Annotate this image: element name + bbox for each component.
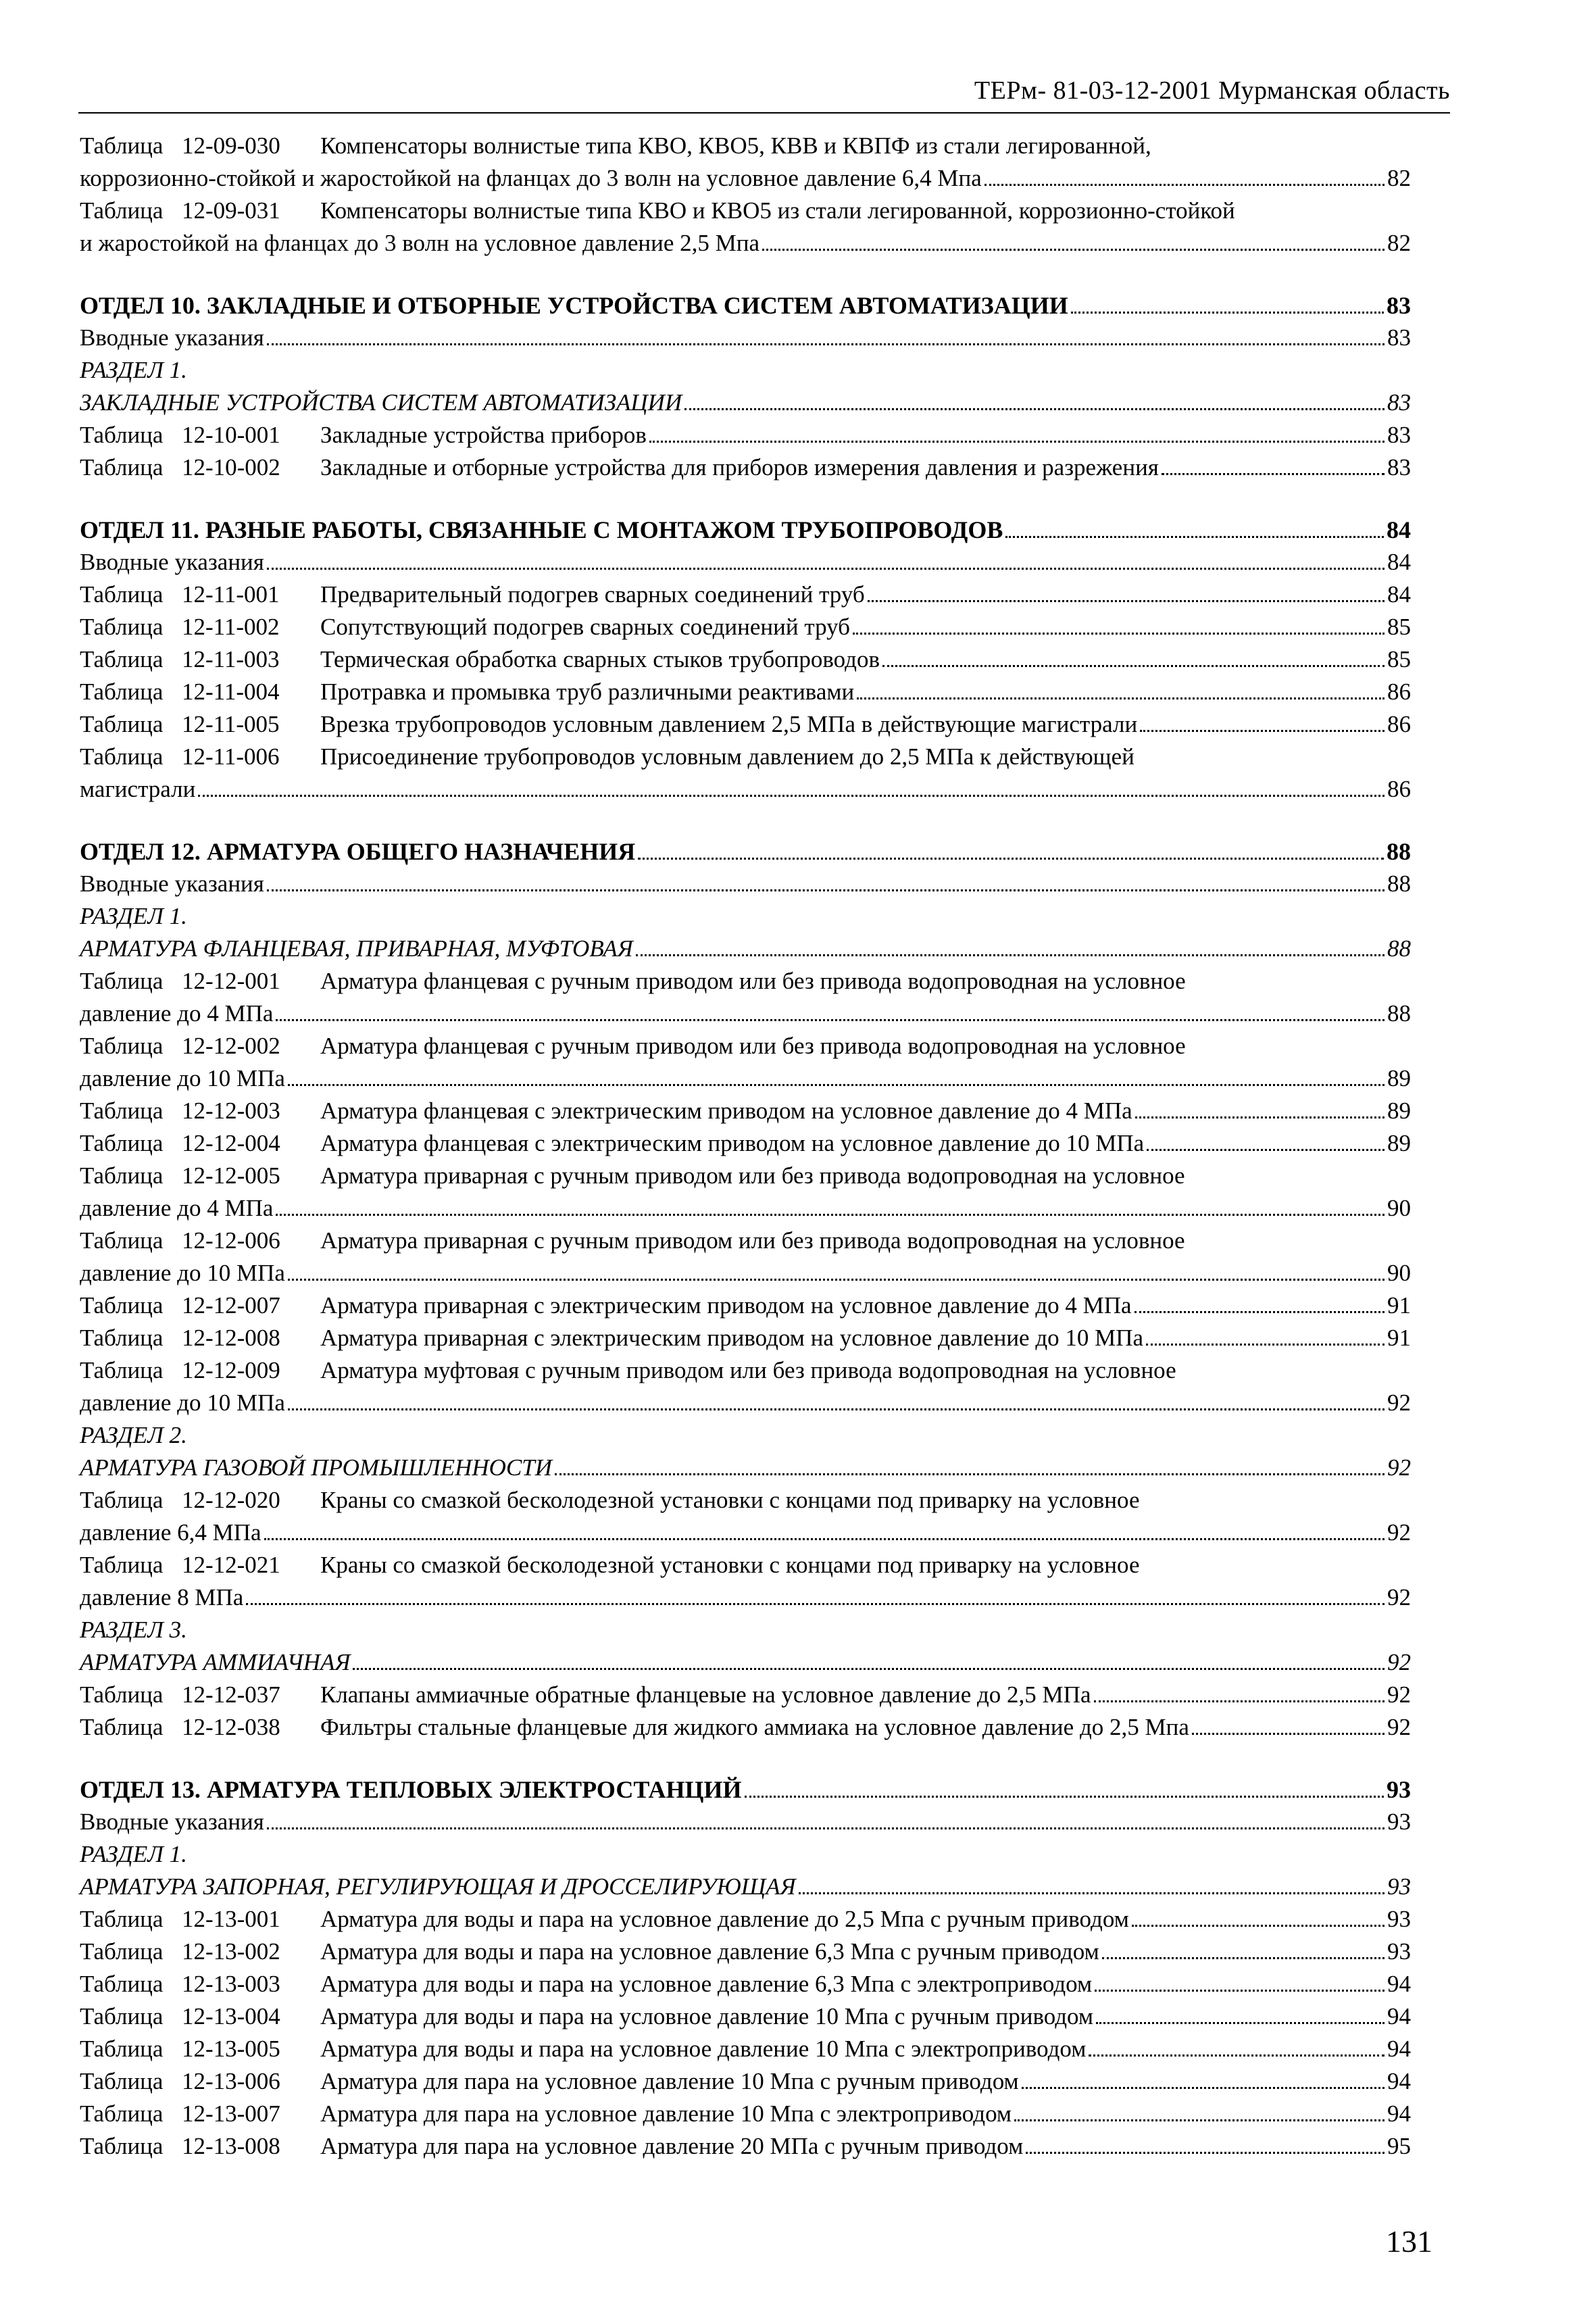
dot-leader <box>857 697 1385 699</box>
entry-text: Арматура фланцевая с электрическим приводом на условное давление до 4 МПа <box>320 1098 1132 1124</box>
dot-leader <box>267 568 1385 570</box>
entry-text: Арматура для воды и пара на условное давление 6,3 Мпа с электроприводом <box>320 1971 1093 1997</box>
table-label: Таблица <box>80 197 164 224</box>
toc-entry-12-13-006 <box>80 2065 1411 2098</box>
dot-leader <box>288 1084 1385 1086</box>
page-ref: 92 <box>1387 1454 1411 1481</box>
page-ref: 89 <box>1387 1130 1411 1156</box>
entry-text: Вводные указания <box>80 870 264 897</box>
toc-entry-intro-12 <box>80 868 1411 900</box>
table-code: 12-10-002 <box>182 454 280 481</box>
entry-text-cont: магистрали <box>80 776 196 802</box>
toc-entry-12-12-002-line2 <box>80 1062 1411 1095</box>
table-label: Таблица <box>80 2100 164 2127</box>
table-code: 12-11-006 <box>182 743 280 770</box>
table-label: Таблица <box>80 1325 164 1351</box>
table-label: Таблица <box>80 614 164 640</box>
entry-text: АРМАТУРА ЗАПОРНАЯ, РЕГУЛИРУЮЩАЯ И ДРОССЕЛИРУЮЩАЯ <box>80 1873 796 1900</box>
entry-text: Врезка трубопроводов условным давлением 2,5 МПа в действующие магистрали <box>320 711 1138 737</box>
subsection-title <box>80 1646 1411 1679</box>
toc-entry-12-12-020-line2 <box>80 1517 1411 1549</box>
subsection-title <box>80 387 1411 419</box>
entry-text: Арматура для воды и пара на условное давление до 2,5 Мпа с ручным приводом <box>320 1906 1129 1932</box>
page-ref: 93 <box>1387 1906 1411 1932</box>
dot-leader <box>1135 1116 1385 1118</box>
page-ref: 92 <box>1387 1519 1411 1546</box>
toc-entry-intro-11 <box>80 546 1411 578</box>
dot-leader <box>853 633 1385 635</box>
toc-entry-12-12-002-line1 <box>80 1030 1411 1062</box>
entry-text: Арматура фланцевая с электрическим приводом на условное давление до 10 МПа <box>320 1130 1145 1156</box>
page-ref: 93 <box>1387 1776 1411 1803</box>
entry-text-cont: коррозионно-стойкой и жаростойкой на фланцах до 3 волн на условное давление 6,4 Мпа <box>80 165 982 191</box>
page-header: ТЕРм- 81-03-12-2001 Мурманская область <box>974 76 1450 105</box>
section-heading-13 <box>80 1773 1411 1806</box>
toc-entry-12-13-004 <box>80 2000 1411 2033</box>
entry-text-cont: давление до 10 МПа <box>80 1389 285 1416</box>
table-code: 12-13-007 <box>182 2100 280 2127</box>
page-number: 131 <box>1386 2224 1432 2259</box>
table-code: 12-11-002 <box>182 614 280 640</box>
entry-text: Вводные указания <box>80 549 264 575</box>
table-code: 12-11-001 <box>182 581 280 608</box>
table-code: 12-12-020 <box>182 1487 280 1513</box>
dot-leader <box>1147 1149 1385 1151</box>
entry-text: Арматура приварная с ручным приводом или без привода водопроводная на условное <box>320 1227 1185 1254</box>
dot-leader <box>1096 2022 1385 2024</box>
dot-leader <box>1095 1990 1385 1992</box>
table-code: 12-12-008 <box>182 1325 280 1351</box>
toc-entry-12-13-008 <box>80 2130 1411 2163</box>
page-ref: 84 <box>1387 549 1411 575</box>
table-code: 12-13-005 <box>182 2036 280 2062</box>
page-ref: 94 <box>1387 2003 1411 2029</box>
section-heading-12 <box>80 835 1411 868</box>
section-heading-10 <box>80 289 1411 322</box>
entry-text: Арматура муфтовая с ручным приводом или без привода водопроводная на условное <box>320 1357 1176 1383</box>
page-ref: 83 <box>1387 292 1411 319</box>
entry-text-cont: давление до 4 МПа <box>80 1195 274 1221</box>
section-title: ОТДЕЛ 11. РАЗНЫЕ РАБОТЫ, СВЯЗАННЫЕ С МОНТАЖОМ ТРУБОПРОВОДОВ <box>80 516 1003 543</box>
entry-text: Арматура для воды и пара на условное давление 6,3 Мпа с ручным приводом <box>320 1938 1099 1965</box>
page-ref: 94 <box>1387 2036 1411 2062</box>
page-ref: 88 <box>1387 870 1411 897</box>
toc-entry-12-13-003 <box>80 1968 1411 2000</box>
toc-entry-12-12-037 <box>80 1679 1411 1711</box>
section-heading-11 <box>80 514 1411 546</box>
table-label: Таблица <box>80 1033 164 1059</box>
toc-entry-12-12-005-line1 <box>80 1160 1411 1192</box>
toc-entry-12-12-009-line1 <box>80 1354 1411 1387</box>
toc-entry-12-13-007 <box>80 2098 1411 2130</box>
table-label: Таблица <box>80 968 164 994</box>
entry-text: Клапаны аммиачные обратные фланцевые на условное давление до 2,5 МПа <box>320 1681 1091 1708</box>
entry-text-cont: и жаростойкой на фланцах до 3 волн на условное давление 2,5 Мпа <box>80 230 760 256</box>
toc-entry-intro-10 <box>80 322 1411 354</box>
page-ref: 83 <box>1387 454 1411 481</box>
dot-leader <box>353 1668 1385 1670</box>
page-ref: 83 <box>1387 324 1411 351</box>
table-code: 12-11-003 <box>182 646 280 672</box>
page-ref: 85 <box>1387 614 1411 640</box>
toc-entry-12-12-020-line1 <box>80 1484 1411 1517</box>
page-ref: 94 <box>1387 2100 1411 2127</box>
page-ref: 88 <box>1387 935 1411 962</box>
subsection-label: РАЗДЕЛ 1. <box>80 357 187 383</box>
dot-leader <box>288 1279 1385 1281</box>
dot-leader <box>246 1603 1385 1605</box>
table-label: Таблица <box>80 743 164 770</box>
page-ref: 86 <box>1387 776 1411 802</box>
table-label: Таблица <box>80 454 164 481</box>
table-code: 12-13-008 <box>182 2133 280 2159</box>
subsection-title <box>80 1871 1411 1903</box>
dot-leader <box>1071 312 1384 314</box>
table-label: Таблица <box>80 2003 164 2029</box>
entry-text: Арматура приварная с электрическим приводом на условное давление до 10 МПа <box>320 1325 1144 1351</box>
entry-text: Закладные устройства приборов <box>320 422 647 448</box>
page-ref: 84 <box>1387 581 1411 608</box>
toc-entry-12-11-001 <box>80 578 1411 611</box>
entry-text: Арматура для пара на условное давление 20 МПа с ручным приводом <box>320 2133 1024 2159</box>
toc-entry-12-10-001 <box>80 419 1411 451</box>
table-label: Таблица <box>80 1130 164 1156</box>
entry-text: Компенсаторы волнистые типа КВО и КВО5 из стали легированной, коррозионно-стойкой <box>320 197 1235 224</box>
page-ref: 85 <box>1387 646 1411 672</box>
dot-leader <box>745 1796 1384 1798</box>
dot-leader <box>1192 1733 1385 1735</box>
page-ref: 92 <box>1387 1389 1411 1416</box>
table-label: Таблица <box>80 2068 164 2094</box>
table-label: Таблица <box>80 1098 164 1124</box>
entry-text: Термическая обработка сварных стыков трубопроводов <box>320 646 880 672</box>
dot-leader <box>684 408 1385 410</box>
toc-entry-12-11-003 <box>80 643 1411 676</box>
toc-entry-12-12-009-line2 <box>80 1387 1411 1419</box>
entry-text: ЗАКЛАДНЫЕ УСТРОЙСТВА СИСТЕМ АВТОМАТИЗАЦИИ <box>80 389 682 416</box>
table-code: 12-10-001 <box>182 422 280 448</box>
table-code: 12-12-003 <box>182 1098 280 1124</box>
toc-entry-12-12-021-line2 <box>80 1581 1411 1614</box>
toc-entry-12-09-031-line2 <box>80 227 1411 260</box>
page-ref: 89 <box>1387 1098 1411 1124</box>
toc-entry-intro-13 <box>80 1806 1411 1838</box>
page-ref: 88 <box>1387 838 1411 865</box>
subsection-title <box>80 933 1411 965</box>
subsection-label: РАЗДЕЛ 1. <box>80 1841 187 1867</box>
table-of-contents <box>80 130 1411 2163</box>
table-label: Таблица <box>80 2036 164 2062</box>
toc-entry-12-09-031-line1 <box>80 195 1411 227</box>
table-label: Таблица <box>80 646 164 672</box>
page-ref: 94 <box>1387 2068 1411 2094</box>
dot-leader <box>276 1019 1385 1021</box>
page-ref: 91 <box>1387 1292 1411 1319</box>
page-ref: 92 <box>1387 1584 1411 1610</box>
toc-entry-12-12-001-line1 <box>80 965 1411 998</box>
dot-leader <box>1140 730 1385 732</box>
dot-leader <box>1014 2119 1385 2121</box>
dot-leader <box>1162 473 1385 475</box>
dot-leader <box>1146 1344 1385 1346</box>
toc-entry-12-13-001 <box>80 1903 1411 1936</box>
dot-leader <box>267 1827 1385 1829</box>
dot-leader <box>1102 1957 1385 1959</box>
toc-entry-12-12-038 <box>80 1711 1411 1744</box>
dot-leader <box>555 1473 1385 1475</box>
toc-entry-12-11-004 <box>80 676 1411 708</box>
table-code: 12-09-030 <box>182 132 280 159</box>
table-label: Таблица <box>80 1938 164 1965</box>
table-code: 12-12-005 <box>182 1162 280 1189</box>
section-title: ОТДЕЛ 10. ЗАКЛАДНЫЕ И ОТБОРНЫЕ УСТРОЙСТВА СИСТЕМ АВТОМАТИЗАЦИИ <box>80 292 1068 319</box>
page-ref: 82 <box>1387 230 1411 256</box>
table-code: 12-13-001 <box>182 1906 280 1932</box>
dot-leader <box>799 1892 1385 1894</box>
dot-leader <box>1134 1311 1385 1313</box>
toc-entry-12-09-030-line1 <box>80 130 1411 162</box>
entry-text: Сопутствующий подогрев сварных соединений труб <box>320 614 850 640</box>
table-label: Таблица <box>80 1681 164 1708</box>
subsection-label: РАЗДЕЛ 1. <box>80 903 187 929</box>
page-ref: 92 <box>1387 1681 1411 1708</box>
toc-entry-12-12-001-line2 <box>80 998 1411 1030</box>
toc-entry-12-12-007 <box>80 1289 1411 1322</box>
toc-entry-12-11-006-line2 <box>80 773 1411 806</box>
entry-text-cont: давление 8 МПа <box>80 1584 244 1610</box>
entry-text: Вводные указания <box>80 324 264 351</box>
entry-text: Вводные указания <box>80 1808 264 1835</box>
entry-text: Фильтры стальные фланцевые для жидкого аммиака на условное давление до 2,5 Мпа <box>320 1714 1189 1740</box>
table-code: 12-12-007 <box>182 1292 280 1319</box>
dot-leader <box>198 795 1385 797</box>
dot-leader <box>1026 2152 1385 2154</box>
entry-text: Краны со смазкой бесколодезной установки с концами под приварку на условное <box>320 1552 1140 1578</box>
entry-text: Арматура фланцевая с ручным приводом или без привода водопроводная на условное <box>320 968 1186 994</box>
page-ref: 86 <box>1387 679 1411 705</box>
page-ref: 84 <box>1387 516 1411 543</box>
toc-entry-12-12-006-line1 <box>80 1225 1411 1257</box>
table-code: 12-12-038 <box>182 1714 280 1740</box>
dot-leader <box>882 665 1385 667</box>
table-code: 12-13-002 <box>182 1938 280 1965</box>
dot-leader <box>984 184 1385 186</box>
table-label: Таблица <box>80 1227 164 1254</box>
table-code: 12-11-005 <box>182 711 280 737</box>
table-label: Таблица <box>80 132 164 159</box>
toc-entry-12-12-005-line2 <box>80 1192 1411 1225</box>
dot-leader <box>649 441 1385 443</box>
page-ref: 86 <box>1387 711 1411 737</box>
table-label: Таблица <box>80 422 164 448</box>
entry-text: Арматура для пара на условное давление 10 Мпа с электроприводом <box>320 2100 1012 2127</box>
table-label: Таблица <box>80 711 164 737</box>
table-label: Таблица <box>80 1971 164 1997</box>
entry-text: Арматура для пара на условное давление 10 Мпа с ручным приводом <box>320 2068 1019 2094</box>
entry-text: Арматура приварная с электрическим приводом на условное давление до 4 МПа <box>320 1292 1132 1319</box>
toc-entry-12-10-002 <box>80 451 1411 484</box>
dot-leader <box>762 249 1385 251</box>
dot-leader <box>1005 536 1384 538</box>
entry-text: Присоединение трубопроводов условным давлением до 2,5 МПа к действующей <box>320 743 1134 770</box>
entry-text: Компенсаторы волнистые типа КВО, КВО5, КВВ и КВПФ из стали легированной, <box>320 132 1151 159</box>
page-ref: 89 <box>1387 1065 1411 1091</box>
table-label: Таблица <box>80 1906 164 1932</box>
entry-text: АРМАТУРА ФЛАНЦЕВАЯ, ПРИВАРНАЯ, МУФТОВАЯ <box>80 935 633 962</box>
table-label: Таблица <box>80 1357 164 1383</box>
dot-leader <box>1094 1700 1385 1702</box>
entry-text: Закладные и отборные устройства для приборов измерения давления и разрежения <box>320 454 1159 481</box>
dot-leader <box>1022 2087 1385 2089</box>
page-ref: 90 <box>1387 1195 1411 1221</box>
toc-entry-12-09-030-line2 <box>80 162 1411 195</box>
table-label: Таблица <box>80 1292 164 1319</box>
section-title: ОТДЕЛ 13. АРМАТУРА ТЕПЛОВЫХ ЭЛЕКТРОСТАНЦИЙ <box>80 1776 742 1803</box>
page-ref: 93 <box>1387 1808 1411 1835</box>
toc-entry-12-12-008 <box>80 1322 1411 1354</box>
subsection-title <box>80 1452 1411 1484</box>
toc-entry-12-13-002 <box>80 1936 1411 1968</box>
entry-text: Краны со смазкой бесколодезной установки с концами под приварку на условное <box>320 1487 1140 1513</box>
table-code: 12-09-031 <box>182 197 280 224</box>
toc-entry-12-11-005 <box>80 708 1411 741</box>
table-label: Таблица <box>80 2133 164 2159</box>
toc-entry-12-12-006-line2 <box>80 1257 1411 1289</box>
table-label: Таблица <box>80 1552 164 1578</box>
entry-text: Арматура приварная с ручным приводом или без привода водопроводная на условное <box>320 1162 1185 1189</box>
page-ref: 83 <box>1387 422 1411 448</box>
header-rule <box>78 112 1450 114</box>
table-code: 12-12-001 <box>182 968 280 994</box>
table-label: Таблица <box>80 1487 164 1513</box>
entry-text: Арматура для воды и пара на условное давление 10 Мпа с электроприводом <box>320 2036 1087 2062</box>
entry-text-cont: давление до 10 МПа <box>80 1260 285 1286</box>
table-label: Таблица <box>80 1714 164 1740</box>
toc-entry-12-12-003 <box>80 1095 1411 1127</box>
table-code: 12-13-004 <box>182 2003 280 2029</box>
page-ref: 88 <box>1387 1000 1411 1027</box>
dot-leader <box>276 1214 1385 1216</box>
dot-leader <box>267 889 1385 891</box>
entry-text: Арматура для воды и пара на условное давление 10 Мпа с ручным приводом <box>320 2003 1094 2029</box>
table-code: 12-12-006 <box>182 1227 280 1254</box>
page-ref: 90 <box>1387 1260 1411 1286</box>
table-code: 12-12-037 <box>182 1681 280 1708</box>
dot-leader <box>267 343 1385 345</box>
toc-entry-12-11-002 <box>80 611 1411 643</box>
page-ref: 93 <box>1387 1938 1411 1965</box>
entry-text: Арматура фланцевая с ручным приводом или без привода водопроводная на условное <box>320 1033 1186 1059</box>
table-code: 12-12-004 <box>182 1130 280 1156</box>
page-ref: 82 <box>1387 165 1411 191</box>
page-ref: 93 <box>1387 1873 1411 1900</box>
table-label: Таблица <box>80 679 164 705</box>
table-code: 12-12-021 <box>182 1552 280 1578</box>
entry-text: Протравка и промывка труб различными реактивами <box>320 679 855 705</box>
toc-entry-12-12-021-line1 <box>80 1549 1411 1581</box>
toc-entry-12-13-005 <box>80 2033 1411 2065</box>
table-code: 12-12-002 <box>182 1033 280 1059</box>
dot-leader <box>868 600 1385 602</box>
dot-leader <box>636 954 1385 956</box>
page-ref: 92 <box>1387 1714 1411 1740</box>
entry-text: АРМАТУРА АММИАЧНАЯ <box>80 1649 351 1675</box>
page-ref: 95 <box>1387 2133 1411 2159</box>
page-ref: 91 <box>1387 1325 1411 1351</box>
page-ref: 94 <box>1387 1971 1411 1997</box>
page-ref: 92 <box>1387 1649 1411 1675</box>
table-code: 12-11-004 <box>182 679 280 705</box>
table-code: 12-12-009 <box>182 1357 280 1383</box>
page-ref: 83 <box>1387 389 1411 416</box>
entry-text: Предварительный подогрев сварных соединений труб <box>320 581 865 608</box>
subsection-label: РАЗДЕЛ 3. <box>80 1617 187 1643</box>
entry-text-cont: давление до 10 МПа <box>80 1065 285 1091</box>
dot-leader <box>1132 1925 1385 1927</box>
table-label: Таблица <box>80 1162 164 1189</box>
dot-leader <box>638 858 1384 860</box>
entry-text-cont: давление 6,4 МПа <box>80 1519 261 1546</box>
table-label: Таблица <box>80 581 164 608</box>
subsection-label: РАЗДЕЛ 2. <box>80 1422 187 1448</box>
dot-leader <box>1089 2054 1385 2057</box>
table-code: 12-13-006 <box>182 2068 280 2094</box>
dot-leader <box>264 1538 1385 1540</box>
toc-entry-12-11-006-line1 <box>80 741 1411 773</box>
entry-text: АРМАТУРА ГАЗОВОЙ ПРОМЫШЛЕННОСТИ <box>80 1454 553 1481</box>
section-title: ОТДЕЛ 12. АРМАТУРА ОБЩЕГО НАЗНАЧЕНИЯ <box>80 838 636 865</box>
dot-leader <box>288 1408 1385 1410</box>
toc-entry-12-12-004 <box>80 1127 1411 1160</box>
entry-text-cont: давление до 4 МПа <box>80 1000 274 1027</box>
table-code: 12-13-003 <box>182 1971 280 1997</box>
